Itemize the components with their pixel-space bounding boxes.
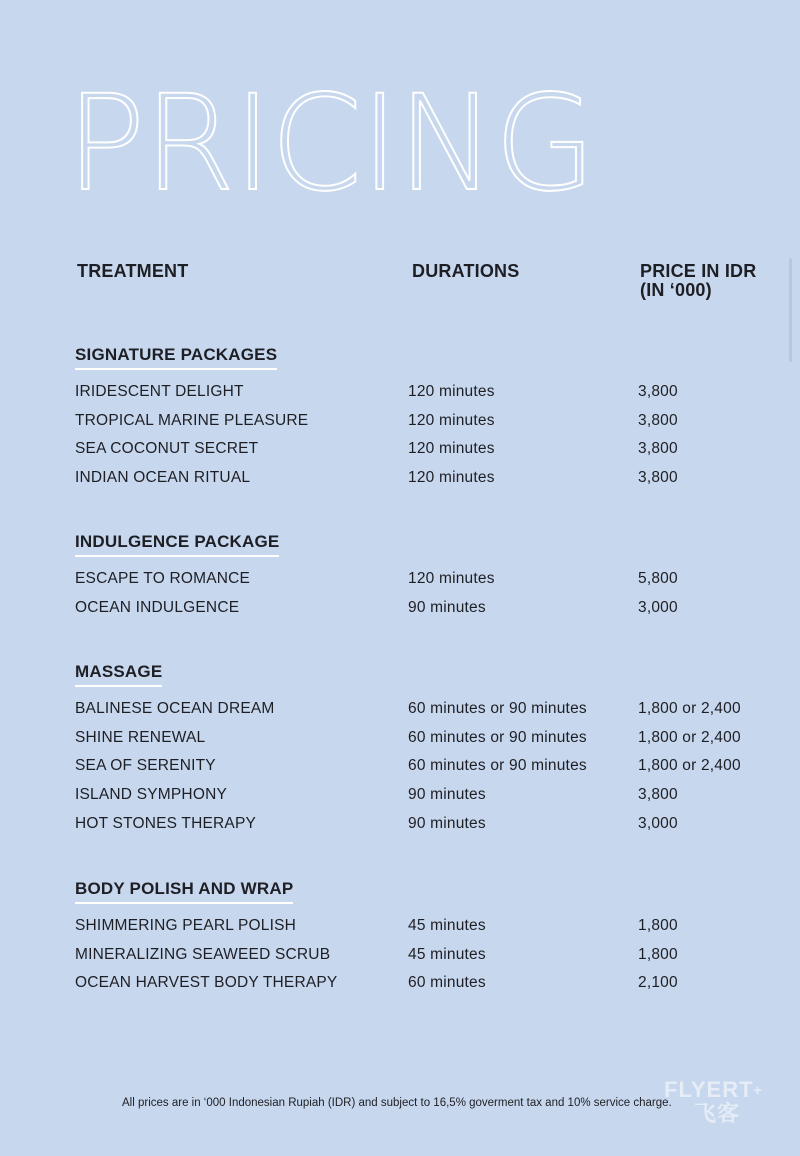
treatment-name: IRIDESCENT DELIGHT xyxy=(75,383,244,400)
treatment-duration: 120 minutes xyxy=(408,570,495,587)
scrollbar[interactable] xyxy=(789,258,792,362)
section-body-polish-and-wrap xyxy=(75,879,775,998)
treatment-list xyxy=(75,695,775,838)
treatment-name: SHINE RENEWAL xyxy=(75,728,206,746)
treatment-name: SEA OF SERENITY xyxy=(75,757,216,775)
watermark-logo xyxy=(664,1078,763,1126)
treatment-name: HOT STONES THERAPY xyxy=(75,814,257,832)
treatment-duration: 120 minutes xyxy=(408,383,495,400)
treatment-list xyxy=(75,565,775,622)
treatment-duration: 90 minutes xyxy=(408,598,486,616)
treatment-price: 5,800 xyxy=(638,570,678,587)
treatment-name: SHIMMERING PEARL POLISH xyxy=(75,917,297,934)
treatment-duration: 120 minutes xyxy=(408,411,495,429)
section-title: SIGNATURE PACKAGES xyxy=(75,345,277,370)
treatment-name: MINERALIZING SEAWEED SCRUB xyxy=(75,945,331,963)
treatment-name: ESCAPE TO ROMANCE xyxy=(75,570,251,587)
watermark-cn: 飞客 xyxy=(694,1101,741,1126)
price-header-line1: PRICE IN IDR xyxy=(640,261,757,281)
treatment-price: 1,800 or 2,400 xyxy=(638,728,741,746)
treatment-name: INDIAN OCEAN RITUAL xyxy=(75,469,251,487)
treatment-row xyxy=(75,752,775,781)
watermark-plus: + xyxy=(753,1082,763,1098)
treatment-row xyxy=(75,378,775,407)
treatment-price: 3,000 xyxy=(638,598,678,616)
treatment-name: TROPICAL MARINE PLEASURE xyxy=(75,411,309,429)
treatment-price: 3,800 xyxy=(638,383,678,400)
treatment-row xyxy=(75,810,775,839)
treatment-price: 1,800 or 2,400 xyxy=(638,757,741,775)
treatment-duration: 60 minutes or 90 minutes xyxy=(408,728,587,746)
treatment-price: 3,000 xyxy=(638,814,678,832)
treatment-price: 3,800 xyxy=(638,469,678,487)
treatment-row xyxy=(75,565,775,594)
treatment-name: OCEAN HARVEST BODY THERAPY xyxy=(75,974,338,992)
treatment-duration: 60 minutes or 90 minutes xyxy=(408,700,587,717)
treatment-price: 1,800 xyxy=(638,917,678,934)
treatment-duration: 60 minutes xyxy=(408,974,486,992)
treatment-price: 1,800 or 2,400 xyxy=(638,700,741,717)
treatment-duration: 90 minutes xyxy=(408,786,486,804)
section-title: BODY POLISH AND WRAP xyxy=(75,879,293,904)
treatment-row xyxy=(75,941,775,970)
treatment-duration: 60 minutes or 90 minutes xyxy=(408,757,587,775)
footnote: All prices are in ‘000 Indonesian Rupiah (IDR) and subject to 16,5% goverment tax and 10% service charge. xyxy=(122,1097,672,1109)
price-header-line2: (IN ‘000) xyxy=(640,280,712,300)
column-header-durations: DURATIONS xyxy=(412,261,520,281)
treatment-price: 3,800 xyxy=(638,440,678,458)
treatment-price: 3,800 xyxy=(638,786,678,804)
section-title: MASSAGE xyxy=(75,662,162,687)
treatment-duration: 90 minutes xyxy=(408,814,486,832)
treatment-row xyxy=(75,695,775,724)
treatment-row xyxy=(75,781,775,810)
section-massage xyxy=(75,662,775,838)
section-title: INDULGENCE PACKAGE xyxy=(75,532,279,557)
treatment-list xyxy=(75,378,775,493)
treatment-duration: 120 minutes xyxy=(408,469,495,487)
treatment-row xyxy=(75,969,775,998)
column-header-price xyxy=(640,262,790,300)
treatment-price: 3,800 xyxy=(638,411,678,429)
treatment-duration: 45 minutes xyxy=(408,917,486,934)
treatment-price: 2,100 xyxy=(638,974,678,992)
section-indulgence-package xyxy=(75,532,775,622)
watermark-text: FLYERT xyxy=(664,1077,754,1102)
treatment-name: SEA COCONUT SECRET xyxy=(75,440,259,458)
page-title: PRICING xyxy=(66,67,595,221)
treatment-row xyxy=(75,435,775,464)
treatment-duration: 120 minutes xyxy=(408,440,495,458)
treatment-row xyxy=(75,594,775,623)
section-signature-packages xyxy=(75,345,775,493)
treatment-name: ISLAND SYMPHONY xyxy=(75,786,228,804)
treatment-name: OCEAN INDULGENCE xyxy=(75,598,240,616)
treatment-row xyxy=(75,724,775,753)
column-header-treatment: TREATMENT xyxy=(77,261,189,281)
treatment-duration: 45 minutes xyxy=(408,945,486,963)
treatment-list xyxy=(75,912,775,998)
treatment-name: BALINESE OCEAN DREAM xyxy=(75,700,275,717)
treatment-row xyxy=(75,407,775,436)
treatment-price: 1,800 xyxy=(638,945,678,963)
treatment-row xyxy=(75,912,775,941)
treatment-row xyxy=(75,464,775,493)
